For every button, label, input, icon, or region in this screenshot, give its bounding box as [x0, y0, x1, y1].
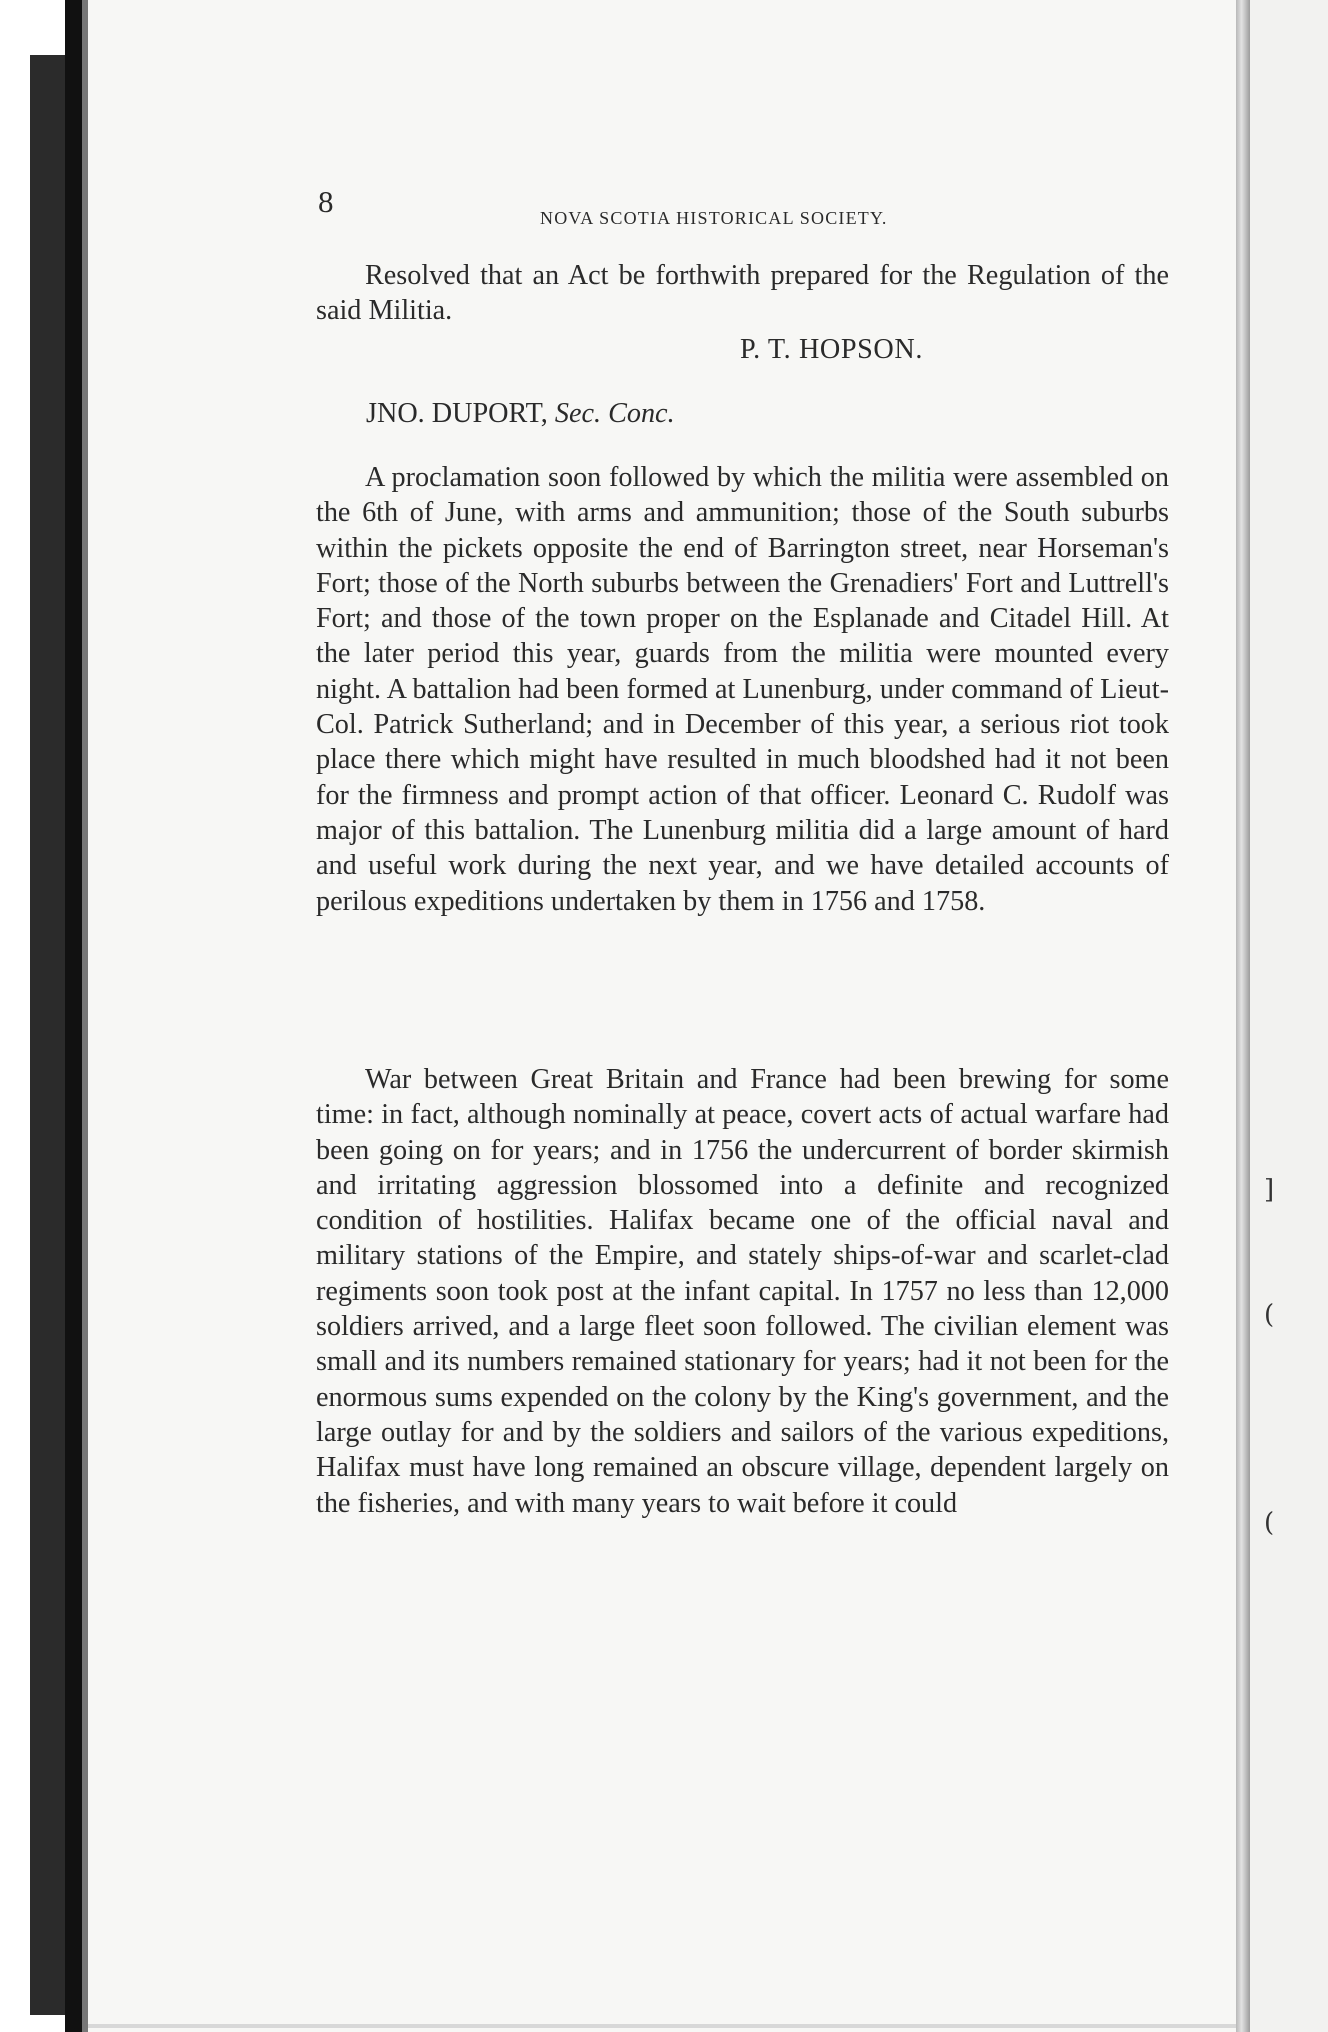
page-bottom-edge — [88, 2024, 1236, 2028]
page-header — [318, 184, 968, 228]
running-head: NOVA SCOTIA HISTORICAL SOCIETY. — [540, 208, 888, 228]
adjacent-page-fragment: ( — [1264, 1300, 1275, 1330]
attestation — [366, 398, 675, 430]
page-number: 8 — [318, 184, 334, 219]
adjacent-page-edge — [1250, 0, 1328, 2032]
body-paragraph: A proclamation soon followed by which the militia were assembled on the 6th of June, with arms and ammunition; those of the South suburbs within the pickets opposite the end of Barrington street, near Horseman's Fort; those of the North suburbs between the Grenadiers' Fort and Luttrell's Fort; and those of the town proper on the Esplanade and Citadel Hill. At the later period this year, guards from the militia were mounted every night. A battalion had been formed at Lunenburg, under command of Lieut-Col. Patrick Sutherland; and in December of this year, a serious riot took place there which might have resulted in much bloodshed had it not been for the firmness and prompt action of that officer. Leonard C. Rudolf was major of this battalion. The Lunenburg militia did a large amount of hard and useful work during the next year, and we have detailed accounts of perilous expeditions undertaken by them in 1756 and 1758. — [316, 462, 1169, 917]
signature: P. T. HOPSON. — [740, 334, 923, 365]
resolution-text: Resolved that an Act be forthwith prepared for the Regulation of the said Militia. — [316, 260, 1169, 327]
attest-title: Sec. Conc. — [554, 398, 675, 429]
adjacent-page-fragment: ( — [1264, 1508, 1275, 1538]
book-gutter — [1236, 0, 1250, 2032]
adjacent-page-fragment: ] — [1264, 1175, 1275, 1205]
attest-name: JNO. DUPORT, — [366, 398, 548, 429]
body-paragraph: War between Great Britain and France had been brewing for some time: in fact, although nominally at peace, covert acts of actual warfare had been going on for years; and in 1756 the undercurrent of border skirmish and irritating aggression blossomed into a definite and recognized condition of hostilities. Halifax became one of the official naval and military stations of the Empire, and stately ships-of-war and scarlet-clad regiments soon took post at the infant capital. In 1757 no less than 12,000 soldiers arrived, and a large fleet soon followed. The civilian element was small and its numbers remained stationary for years; had it not been for the enormous sums expended on the colony by the King's government, and the large outlay for and by the soldiers and sailors of the various expeditions, Halifax must have long remained an obscure village, dependent largely on the fisheries, and with many years to wait before it could — [316, 1064, 1169, 1519]
